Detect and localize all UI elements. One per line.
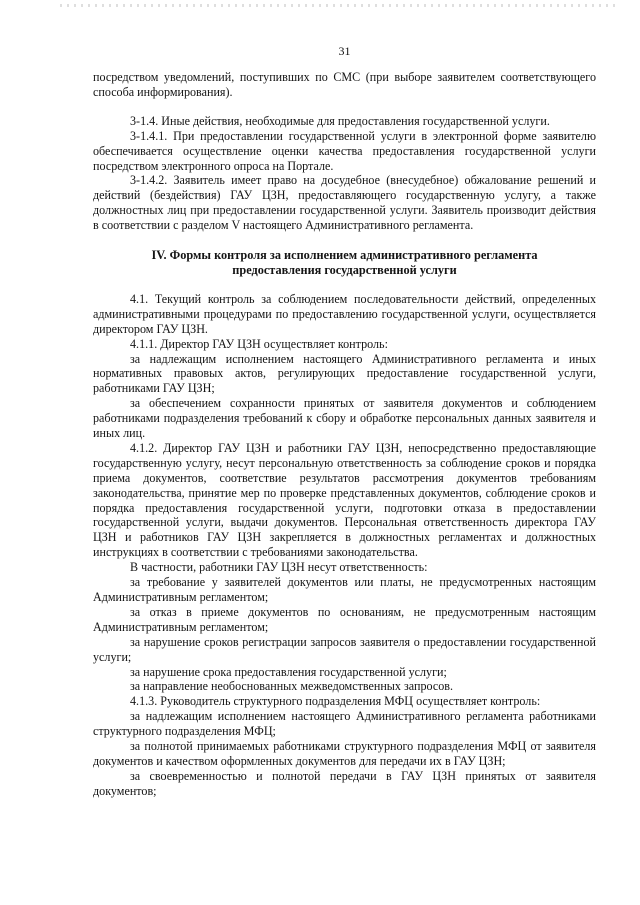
paragraph: 3-1.4.2. Заявитель имеет право на досудебное (внесудебное) обжалование решений и действий (бездействия) ГАУ ЦЗН, предоставляющего государственную услугу, а также должностных лиц при предоставлении государственной услуги. Заявитель производит действия в соответствии с разделом V настоящего Административного регламента. bbox=[93, 173, 596, 233]
paragraph: за надлежащим исполнением настоящего Административного регламента и иных нормативных правовых актов, регулирующих предоставление государственной услуги, работниками ГАУ ЦЗН; bbox=[93, 351, 596, 396]
paragraph: посредством уведомлений, поступивших по СМС (при выборе заявителем соответствующего способа информирования). bbox=[93, 70, 596, 99]
document-body bbox=[93, 70, 596, 799]
page-number: 31 bbox=[338, 44, 351, 58]
paragraph: за направление необоснованных межведомственных запросов. bbox=[130, 679, 454, 694]
paragraph: 4.1.2. Директор ГАУ ЦЗН и работники ГАУ ЦЗН, непосредственно предоставляющие государственную услугу, несут персональную ответственность за соблюдение сроков и порядка приема документов, соответствие результатов рассмотрения документов требованиям законодательства, принятие мер по проверке представленных документов, соблюдение сроков и порядка предоставления государственной услуги, подготовки отказа в предоставлении государственной услуги, выдачи документов. Персональная ответственность директора ГАУ ЦЗН и работников ГАУ ЦЗН закрепляется в должностных регламентах и должностных инструкциях в соответствии с требованиями законодательства. bbox=[93, 440, 596, 560]
paragraph: В частности, работники ГАУ ЦЗН несут ответственность: bbox=[130, 560, 428, 575]
paragraph: 3-1.4. Иные действия, необходимые для предоставления государственной услуги. bbox=[130, 113, 550, 128]
paragraph: 4.1.1. Директор ГАУ ЦЗН осуществляет контроль: bbox=[130, 336, 388, 351]
paragraph: за нарушение срока предоставления государственной услуги; bbox=[130, 664, 447, 679]
paragraph: за отказ в приеме документов по основаниям, не предусмотренным настоящим Административным регламентом; bbox=[93, 604, 596, 634]
scan-artifact-line bbox=[60, 4, 620, 7]
paragraph: 4.1. Текущий контроль за соблюдением последовательности действий, определенных административными процедурами по предоставлению государственной услуги, осуществляется директором ГАУ ЦЗН. bbox=[93, 291, 596, 336]
paragraph: 3-1.4.1. При предоставлении государственной услуги в электронной форме заявителю обеспечивается осуществление оценки качества предоставления государственной услуги посредством электронного опроса на Портале. bbox=[93, 128, 596, 173]
paragraph: за надлежащим исполнением настоящего Административного регламента работниками структурного подразделения МФЦ; bbox=[93, 709, 596, 739]
section-heading: IV. Формы контроля за исполнением административного регламента предоставления государственной услуги bbox=[151, 248, 538, 277]
paragraph: за нарушение сроков регистрации запросов заявителя о предоставлении государственной услуги; bbox=[93, 634, 596, 664]
paragraph: 4.1.3. Руководитель структурного подразделения МФЦ осуществляет контроль: bbox=[130, 694, 541, 709]
paragraph: за своевременностью и полнотой передачи в ГАУ ЦЗН принятых от заявителя документов; bbox=[93, 768, 596, 798]
paragraph: за требование у заявителей документов или платы, не предусмотренных настоящим Административным регламентом; bbox=[93, 575, 596, 604]
paragraph: за полнотой принимаемых работниками структурного подразделения МФЦ от заявителя документов и качеством оформленных документов для передачи их в ГАУ ЦЗН; bbox=[93, 739, 596, 768]
paragraph: за обеспечением сохранности принятых от заявителя документов и соблюдением работниками подразделения требований к сбору и обработке персональных данных заявителя и иных лиц. bbox=[93, 396, 596, 441]
